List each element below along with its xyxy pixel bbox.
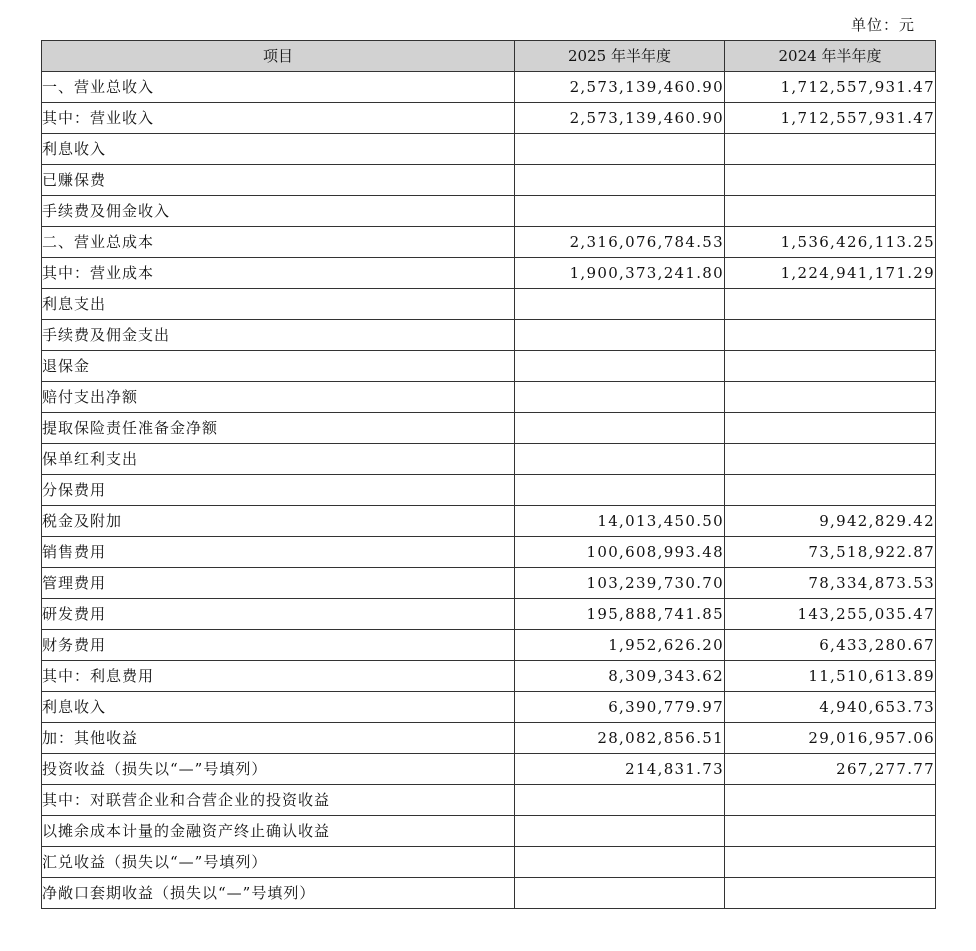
- prior-value: [725, 444, 936, 475]
- table-row: [42, 475, 936, 506]
- table-row: [42, 382, 936, 413]
- row-label: 其中：营业收入: [42, 103, 515, 134]
- current-value: [515, 320, 725, 351]
- row-label: 赔付支出净额: [42, 382, 515, 413]
- table-row: [42, 103, 936, 134]
- table-row: [42, 506, 936, 537]
- row-label: 加：其他收益: [42, 723, 515, 754]
- table-row: [42, 413, 936, 444]
- table-row: [42, 351, 936, 382]
- prior-value: [725, 816, 936, 847]
- row-label: 投资收益（损失以“—”号填列）: [42, 754, 515, 785]
- prior-value: 78,334,873.53: [725, 568, 936, 599]
- prior-value: [725, 289, 936, 320]
- table-row: [42, 134, 936, 165]
- prior-value: [725, 134, 936, 165]
- row-label: 管理费用: [42, 568, 515, 599]
- table-row: [42, 847, 936, 878]
- header-item: 项目: [42, 41, 515, 72]
- row-label: 研发费用: [42, 599, 515, 630]
- row-label: 手续费及佣金支出: [42, 320, 515, 351]
- table-row: [42, 196, 936, 227]
- current-value: [515, 444, 725, 475]
- header-2025-half-year: 2025 年半年度: [515, 41, 725, 72]
- row-label: 保单红利支出: [42, 444, 515, 475]
- prior-value: 4,940,653.73: [725, 692, 936, 723]
- prior-value: 1,712,557,931.47: [725, 72, 936, 103]
- current-value: 214,831.73: [515, 754, 725, 785]
- current-value: 1,952,626.20: [515, 630, 725, 661]
- table-row: [42, 785, 936, 816]
- prior-value: 73,518,922.87: [725, 537, 936, 568]
- current-value: 2,316,076,784.53: [515, 227, 725, 258]
- current-value: [515, 382, 725, 413]
- row-label: 税金及附加: [42, 506, 515, 537]
- current-value: [515, 878, 725, 909]
- table-row: [42, 258, 936, 289]
- table-row: [42, 165, 936, 196]
- table-row: [42, 289, 936, 320]
- table-row: [42, 723, 936, 754]
- current-value: 8,309,343.62: [515, 661, 725, 692]
- prior-value: [725, 196, 936, 227]
- current-value: [515, 816, 725, 847]
- row-label: 销售费用: [42, 537, 515, 568]
- row-label: 二、营业总成本: [42, 227, 515, 258]
- current-value: [515, 289, 725, 320]
- current-value: 14,013,450.50: [515, 506, 725, 537]
- row-label: 其中：对联营企业和合营企业的投资收益: [42, 785, 515, 816]
- table-row: [42, 692, 936, 723]
- current-value: 6,390,779.97: [515, 692, 725, 723]
- table-row: [42, 816, 936, 847]
- table-row: [42, 568, 936, 599]
- row-label: 其中：利息费用: [42, 661, 515, 692]
- table-row: [42, 754, 936, 785]
- current-value: [515, 413, 725, 444]
- prior-value: 11,510,613.89: [725, 661, 936, 692]
- prior-value: 1,224,941,171.29: [725, 258, 936, 289]
- row-label: 利息收入: [42, 134, 515, 165]
- table-row: [42, 227, 936, 258]
- row-label: 财务费用: [42, 630, 515, 661]
- row-label: 净敞口套期收益（损失以“—”号填列）: [42, 878, 515, 909]
- prior-value: 267,277.77: [725, 754, 936, 785]
- header-2024-half-year: 2024 年半年度: [725, 41, 936, 72]
- row-label: 退保金: [42, 351, 515, 382]
- current-value: [515, 351, 725, 382]
- prior-value: [725, 382, 936, 413]
- row-label: 以摊余成本计量的金融资产终止确认收益: [42, 816, 515, 847]
- current-value: 28,082,856.51: [515, 723, 725, 754]
- prior-value: 29,016,957.06: [725, 723, 936, 754]
- current-value: [515, 847, 725, 878]
- prior-value: 1,536,426,113.25: [725, 227, 936, 258]
- prior-value: 143,255,035.47: [725, 599, 936, 630]
- row-label: 其中：营业成本: [42, 258, 515, 289]
- prior-value: [725, 351, 936, 382]
- table-row: [42, 878, 936, 909]
- prior-value: 9,942,829.42: [725, 506, 936, 537]
- row-label: 手续费及佣金收入: [42, 196, 515, 227]
- prior-value: [725, 785, 936, 816]
- row-label: 一、营业总收入: [42, 72, 515, 103]
- current-value: [515, 196, 725, 227]
- table-header-row: [42, 41, 936, 72]
- current-value: 103,239,730.70: [515, 568, 725, 599]
- table-row: [42, 599, 936, 630]
- row-label: 提取保险责任准备金净额: [42, 413, 515, 444]
- prior-value: [725, 320, 936, 351]
- prior-value: 1,712,557,931.47: [725, 103, 936, 134]
- row-label: 分保费用: [42, 475, 515, 506]
- prior-value: [725, 878, 936, 909]
- prior-value: [725, 165, 936, 196]
- current-value: [515, 134, 725, 165]
- row-label: 已赚保费: [42, 165, 515, 196]
- table-row: [42, 72, 936, 103]
- current-value: [515, 785, 725, 816]
- current-value: 2,573,139,460.90: [515, 103, 725, 134]
- table-row: [42, 661, 936, 692]
- row-label: 利息收入: [42, 692, 515, 723]
- prior-value: [725, 847, 936, 878]
- table-row: [42, 537, 936, 568]
- current-value: 1,900,373,241.80: [515, 258, 725, 289]
- table-row: [42, 320, 936, 351]
- current-value: [515, 475, 725, 506]
- row-label: 利息支出: [42, 289, 515, 320]
- table-row: [42, 630, 936, 661]
- current-value: 100,608,993.48: [515, 537, 725, 568]
- row-label: 汇兑收益（损失以“—”号填列）: [42, 847, 515, 878]
- unit-label: 单位：元: [851, 16, 916, 34]
- prior-value: [725, 413, 936, 444]
- prior-value: 6,433,280.67: [725, 630, 936, 661]
- income-statement-table: [41, 40, 936, 909]
- current-value: 2,573,139,460.90: [515, 72, 725, 103]
- prior-value: [725, 475, 936, 506]
- current-value: 195,888,741.85: [515, 599, 725, 630]
- current-value: [515, 165, 725, 196]
- table-row: [42, 444, 936, 475]
